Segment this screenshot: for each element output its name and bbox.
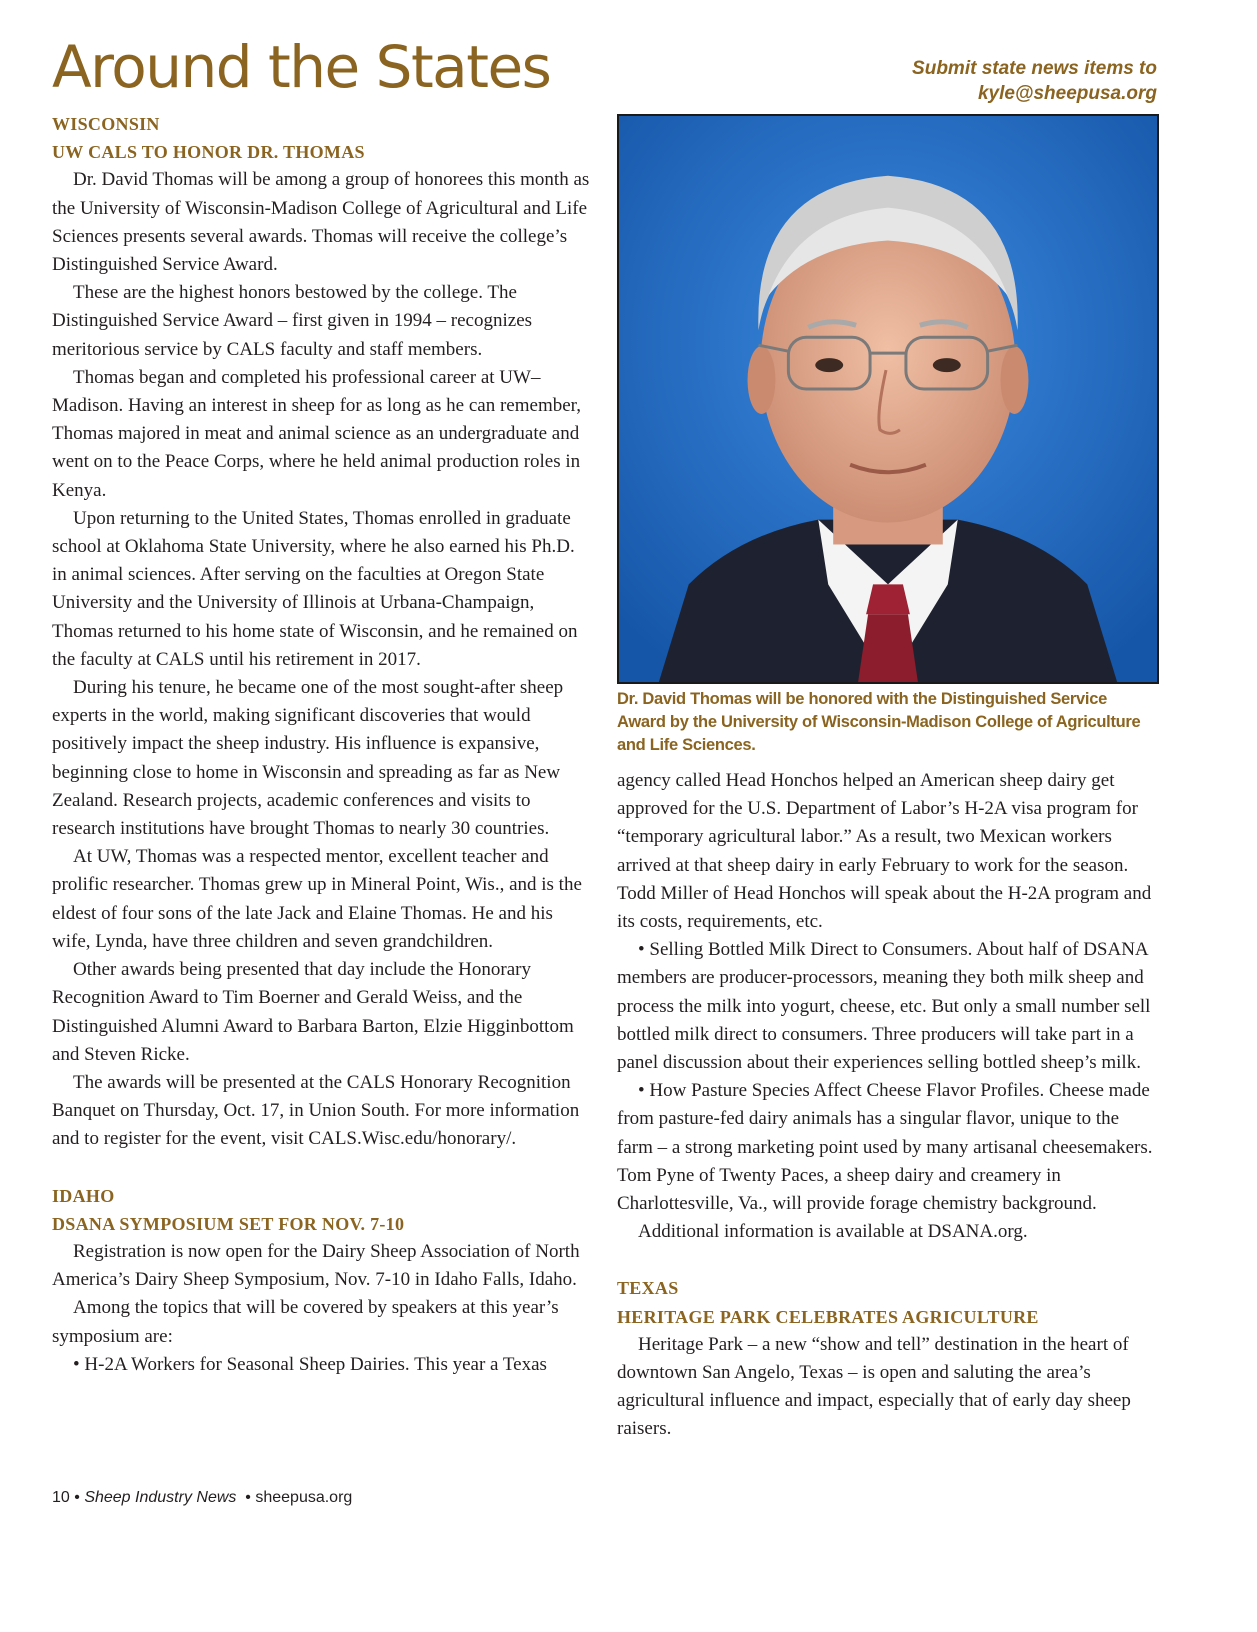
bullet-item: • H-2A Workers for Seasonal Sheep Dairies. This year a Texas	[73, 1353, 547, 1375]
right-column	[617, 114, 1159, 1444]
submit-note	[912, 56, 1157, 106]
article-paragraph: Dr. David Thomas will be among a group of honorees this month as the University of Wisconsin-Madison College of Agricultural and Life Sciences presents several awards. Thomas will receive the college’s Distinguished Service Award.	[52, 169, 590, 276]
article-paragraph: Among the topics that will be covered by speakers at this year’s symposium are:	[52, 1297, 559, 1347]
footer-separator: •	[74, 1489, 80, 1506]
bullet-item: • How Pasture Species Affect Cheese Flavor Profiles. Cheese made from pasture-fed dairy animals has a singular flavor, unique to the farm – a strong marketing point used by many artisanal cheesemakers. Tom Pyne of Twenty Paces, a sheep dairy and creamery in Charlottesville, Va., will provide forage chemistry background.	[617, 1080, 1153, 1215]
article-paragraph: Registration is now open for the Dairy Sheep Association of North America’s Dairy Sheep Symposium, Nov. 7-10 in Idaho Falls, Idaho.	[52, 1240, 580, 1291]
state-heading-idaho: IDAHO	[52, 1185, 115, 1206]
page-number: 10	[52, 1489, 70, 1506]
footer-separator: •	[245, 1489, 251, 1506]
article-paragraph: These are the highest honors bestowed by the college. The Distinguished Service Award – first given in 1994 – recognizes meritorious service by CALS faculty and staff members.	[52, 282, 533, 360]
state-heading-wisconsin: WISCONSIN	[52, 114, 160, 134]
article-paragraph: Upon returning to the United States, Thomas enrolled in graduate school at Oklahoma State University, where he also earned his Ph.D. in animal sciences. After serving on the faculties at Oregon State University and the University of Illinois at Urbana-Champaign, Thomas returned to his home state of Wisconsin, and he remained on the faculty at CALS until his retirement in 2017.	[52, 507, 578, 670]
article-paragraph: Additional information is available at DSANA.org.	[638, 1221, 1028, 1243]
bullet-item-continued: agency called Head Honchos helped an American sheep dairy get approved for the U.S. Department of Labor’s H-2A visa program for “temporary agricultural labor.” As a result, two Mexican workers arrived at that sheep dairy in early February to work for the season. Todd Miller of Head Honchos will speak about the H-2A program and its costs, requirements, etc.	[617, 770, 1152, 933]
state-heading-texas: TEXAS	[617, 1278, 679, 1299]
article-paragraph: The awards will be presented at the CALS Honorary Recognition Banquet on Thursday, Oct. 17, in Union South. For more information and to register for the event, visit CALS.Wisc.edu/honorary/.	[52, 1071, 580, 1150]
submit-email[interactable]: kyle@sheepusa.org	[977, 83, 1157, 104]
left-column	[52, 110, 592, 1379]
article-paragraph: During his tenure, he became one of the most sought-after sheep experts in the world, making significant discoveries that would positively impact the sheep industry. His influence is expansive, beginning close to home in Wisconsin and spreading as far as New Zealand. Research projects, academic conferences and visits to research institutions have brought Thomas to nearly 30 countries.	[52, 677, 564, 840]
page-title: Around the States	[52, 33, 551, 101]
portrait-illustration	[619, 116, 1157, 682]
page-footer	[52, 1489, 352, 1507]
headline-idaho: DSANA SYMPOSIUM SET FOR NOV. 7-10	[52, 1213, 405, 1234]
website-link[interactable]: sheepusa.org	[255, 1489, 353, 1506]
headline-wisconsin: UW CALS TO HONOR DR. THOMAS	[52, 142, 365, 163]
submit-note-line: Submit state news items to	[912, 58, 1157, 79]
bullet-item: • Selling Bottled Milk Direct to Consumers. About half of DSANA members are producer-processors, meaning they both milk sheep and process the milk into yogurt, cheese, etc. But only a small number sell bottled milk direct to consumers. Three producers will take part in a panel discussion about their experiences selling bottled sheep’s milk.	[617, 939, 1151, 1074]
photo-caption: Dr. David Thomas will be honored with the Distinguished Service Award by the University of Wisconsin-Madison College of Agriculture and Life Sciences.	[617, 690, 1141, 754]
article-paragraph: Other awards being presented that day include the Honorary Recognition Award to Tim Boerner and Gerald Weiss, and the Distinguished Alumni Award to Barbara Barton, Elzie Higginbottom and Steven Ricke.	[52, 959, 574, 1065]
article-paragraph: At UW, Thomas was a respected mentor, excellent teacher and prolific researcher. Thomas grew up in Mineral Point, Wis., and is the eldest of four sons of the late Jack and Elaine Thomas. He and his wife, Lynda, have three children and seven grandchildren.	[52, 846, 582, 952]
article-paragraph: Thomas began and completed his professional career at UW–Madison. Having an interest in sheep for as long as he can remember, Thomas majored in meat and animal science as an undergraduate and went on to the Peace Corps, where he held animal production roles in Kenya.	[52, 366, 581, 501]
portrait-photo	[617, 114, 1159, 684]
publication-name: Sheep Industry News	[84, 1489, 237, 1506]
headline-texas: HERITAGE PARK CELEBRATES AGRICULTURE	[617, 1306, 1039, 1327]
article-paragraph: Heritage Park – a new “show and tell” destination in the heart of downtown San Angelo, Texas – is open and saluting the area’s agricultural influence and impact, especially that of early day sheep raisers.	[617, 1333, 1131, 1440]
